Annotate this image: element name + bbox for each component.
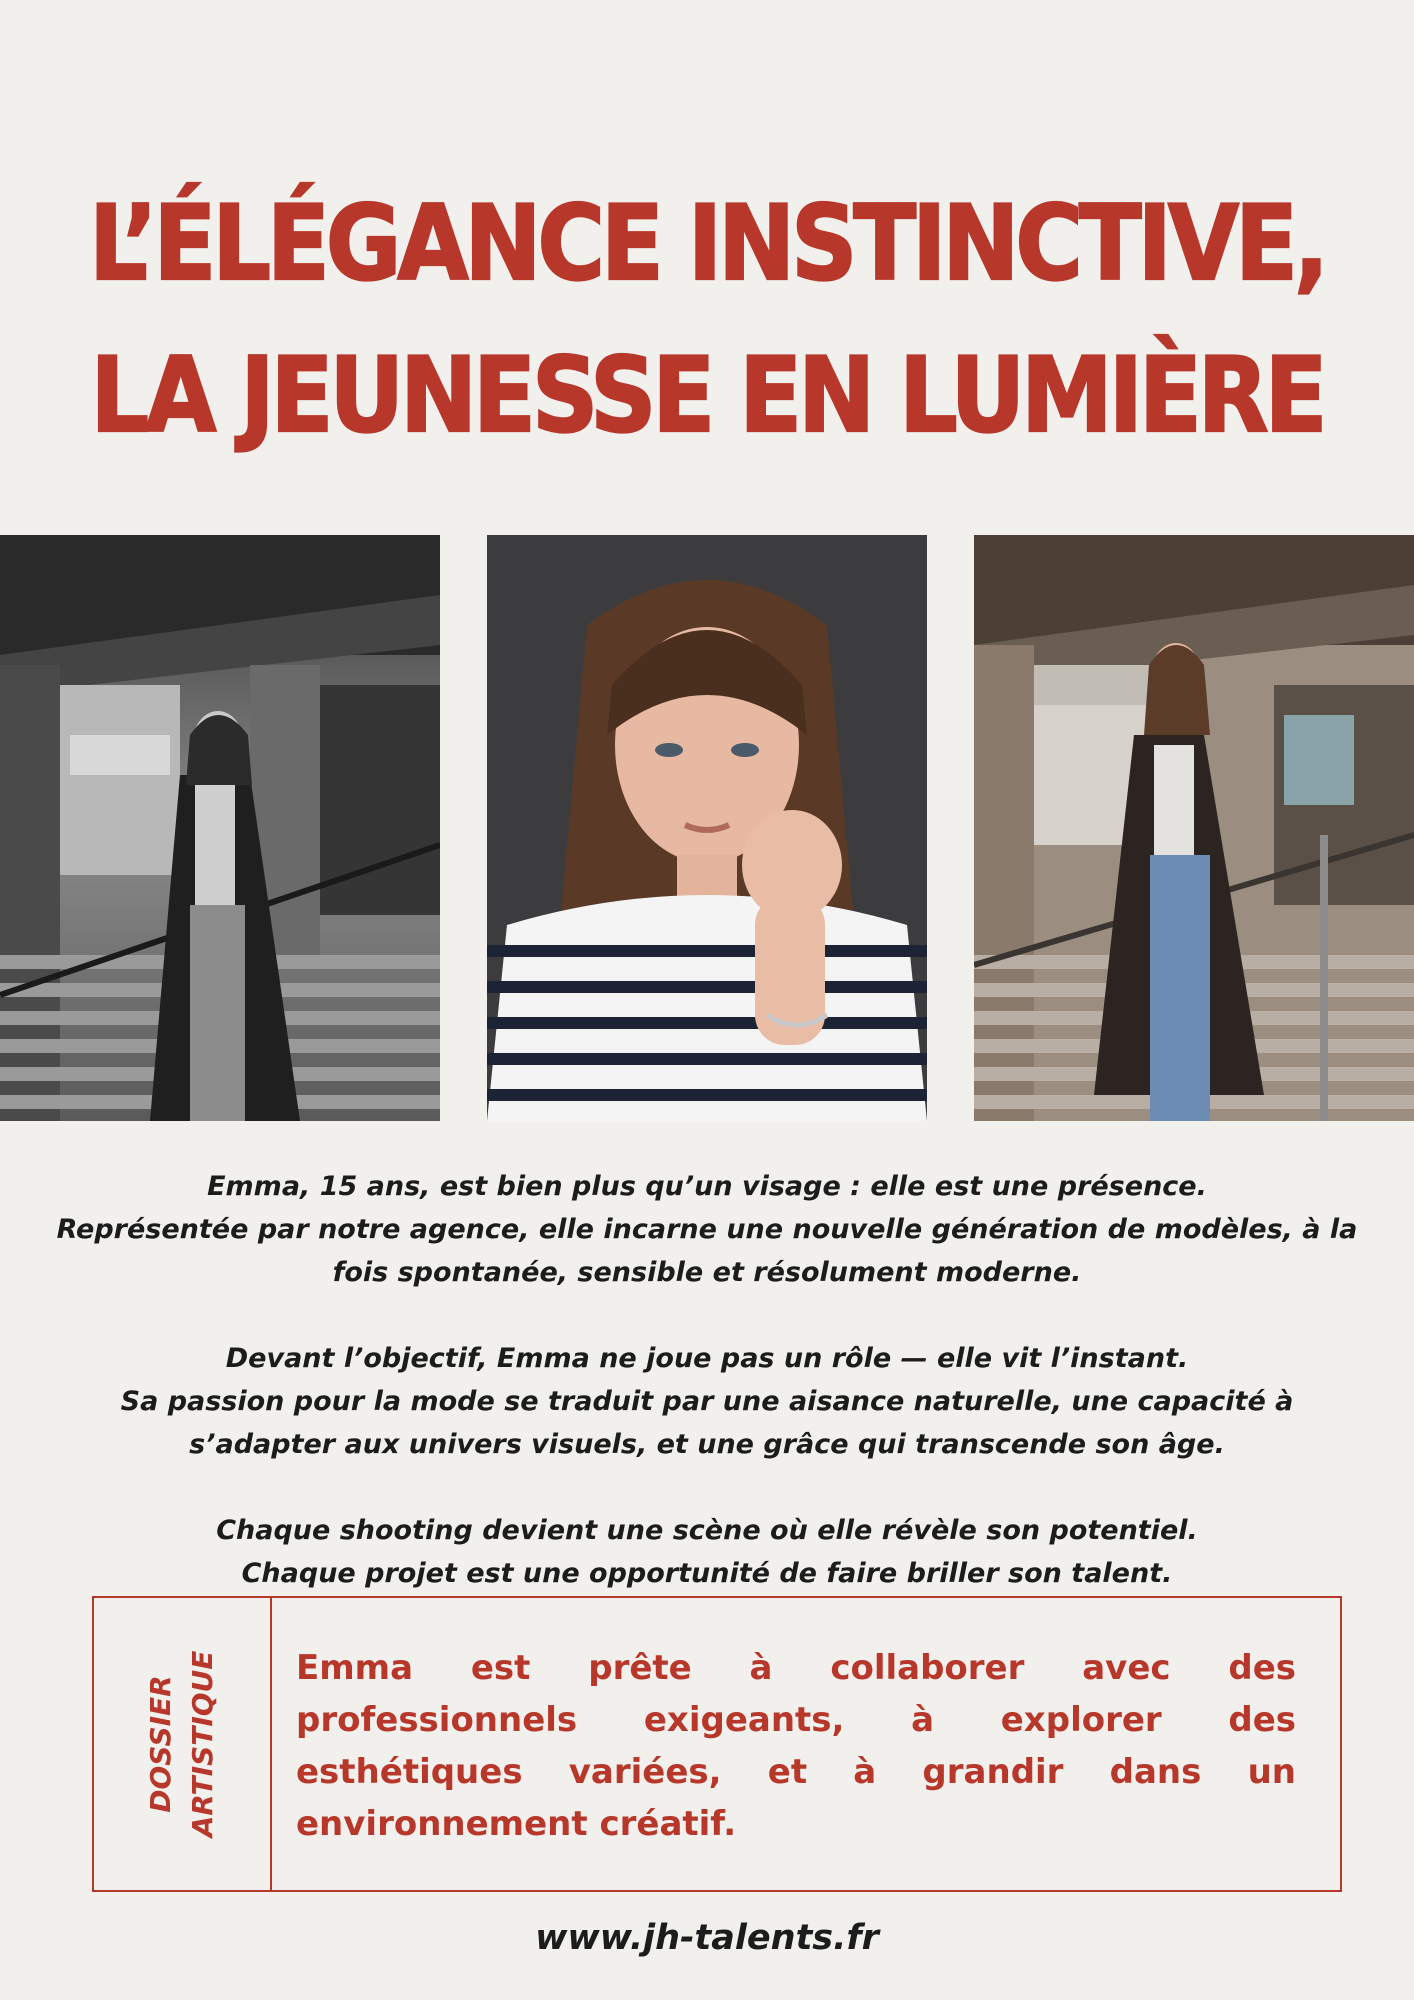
- text-line: Devant l’objectif, Emma ne joue pas un rôle — elle vit l’instant.: [225, 1343, 1189, 1374]
- dossier-label: [140, 1614, 224, 1874]
- text-line: Représentée par notre agence, elle incarne une nouvelle génération de modèles, à la: [56, 1214, 1358, 1245]
- dossier-side-panel: [94, 1598, 272, 1890]
- color-staircase-photo: [974, 535, 1414, 1121]
- paragraph-passion: [40, 1337, 1374, 1466]
- text-line: Chaque shooting devient une scène où elle révèle son potentiel.: [216, 1515, 1198, 1546]
- dossier-box: [92, 1596, 1342, 1892]
- page-headline: [0, 168, 1414, 473]
- headline-line-2: LA JEUNESSE EN LUMIÈRE: [90, 336, 1324, 456]
- text-line: Sa passion pour la mode se traduit par une aisance naturelle, une capacité à: [120, 1386, 1294, 1417]
- text-line: Emma, 15 ans, est bien plus qu’un visage : elle est une présence.: [207, 1171, 1207, 1202]
- body-text: [40, 1165, 1374, 1595]
- portrait-striped-shirt-photo: [487, 535, 927, 1121]
- bw-staircase-photo: [0, 535, 440, 1121]
- dossier-text: Emma est prête à collaborer avec des professionnels exigeants, à explorer des esthétiques variées, et à grandir dans un environnement créatif.: [296, 1648, 1296, 1844]
- text-line: s’adapter aux univers visuels, et une grâce qui transcende son âge.: [189, 1429, 1225, 1460]
- text-line: fois spontanée, sensible et résolument moderne.: [332, 1257, 1082, 1288]
- paragraph-intro: [40, 1165, 1374, 1294]
- dossier-label-line-1: DOSSIER: [144, 1675, 177, 1813]
- website-url[interactable]: www.jh-talents.fr: [535, 1918, 879, 1958]
- paragraph-shooting: [40, 1509, 1374, 1595]
- headline-line-1: L’ÉLÉGANCE INSTINCTIVE,: [89, 183, 1325, 304]
- dossier-label-line-2: ARTISTIQUE: [186, 1650, 219, 1838]
- text-line: Chaque projet est une opportunité de faire briller son talent.: [241, 1558, 1173, 1589]
